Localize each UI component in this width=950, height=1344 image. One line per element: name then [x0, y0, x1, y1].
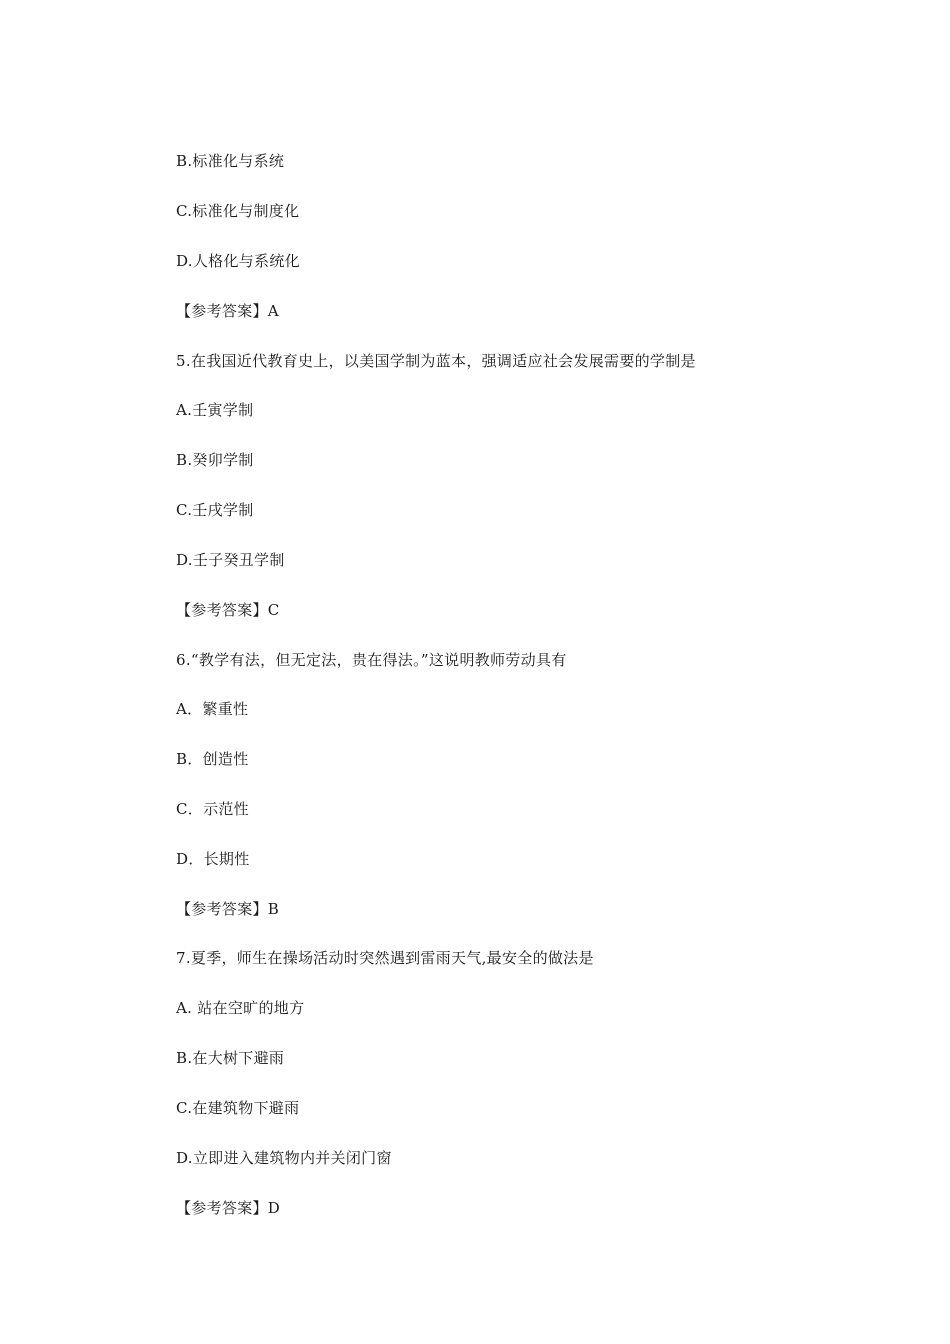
q5-question: 5.在我国近代教育史上，以美国学制为蓝本，强调适应社会发展需要的学制是	[176, 352, 696, 370]
q7-option-d: D.立即进入建筑物内并关闭门窗	[176, 1149, 392, 1167]
q7-answer: 【参考答案】D	[176, 1199, 281, 1217]
q6-option-c: C．示范性	[176, 800, 249, 818]
q7-option-b: B.在大树下避雨	[176, 1049, 285, 1067]
q6-question: 6.“教学有法，但无定法，贵在得法。”这说明教师劳动具有	[176, 651, 567, 669]
q7-option-c: C.在建筑物下避雨	[176, 1099, 300, 1117]
q5-option-c: C.壬戌学制	[176, 501, 254, 519]
q6-option-a: A．繁重性	[176, 700, 249, 718]
q5-option-b: B.癸卯学制	[176, 451, 254, 469]
q7-option-a: A. 站在空旷的地方	[176, 999, 305, 1017]
q6-option-d: D．长期性	[176, 850, 250, 868]
q4-option-d: D.人格化与系统化	[176, 252, 300, 270]
q4-option-b: B.标准化与系统	[176, 152, 285, 170]
q4-option-c: C.标准化与制度化	[176, 202, 300, 220]
q4-answer: 【参考答案】A	[176, 302, 279, 320]
q7-question: 7.夏季，师生在操场活动时突然遇到雷雨天气,最安全的做法是	[176, 949, 594, 967]
q6-answer: 【参考答案】B	[176, 900, 280, 918]
q5-option-a: A.壬寅学制	[176, 401, 254, 419]
q5-option-d: D.壬子癸丑学制	[176, 551, 285, 569]
q5-answer: 【参考答案】C	[176, 601, 280, 619]
q6-option-b: B．创造性	[176, 750, 249, 768]
